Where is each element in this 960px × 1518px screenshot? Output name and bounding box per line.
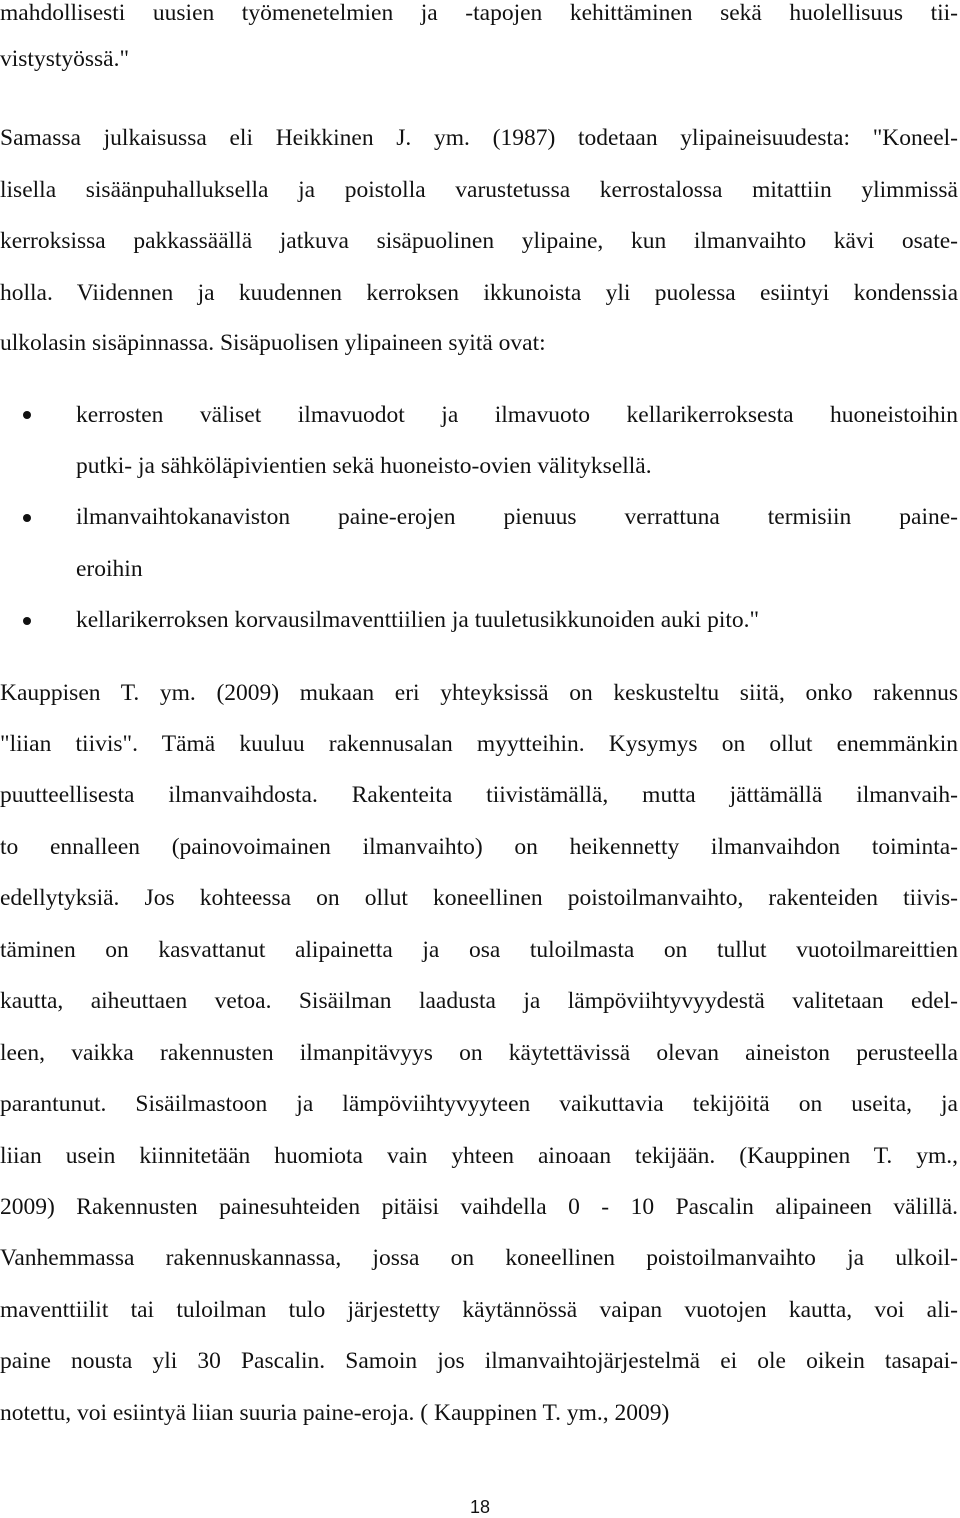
page-number: 18 — [469, 1497, 491, 1517]
text-line: kautta, aiheuttaen vetoa. Sisäilman laadusta ja lämpöviihtyvyydestä valitetaan edel- — [0, 988, 958, 1014]
text-line: paine nousta yli 30 Pascalin. Samoin jos ilmanvaihtojärjestelmä ei ole oikein tasapai- — [0, 1348, 958, 1374]
text-line: holla. Viidennen ja kuudennen kerroksen ikkunoista yli puolessa esiintyi kondenssia — [0, 280, 958, 306]
bullet-icon — [23, 617, 31, 625]
text-line: mahdollisesti uusien työmenetelmien ja -tapojen kehittäminen sekä huolellisuus tii- — [0, 0, 958, 26]
list-item-text: kerrosten väliset ilmavuodot ja ilmavuoto kellarikerroksesta huoneistoihin — [76, 402, 958, 428]
list-item-text: kellarikerroksen korvausilmaventtiilien ja tuuletusikkunoiden auki pito." — [76, 607, 760, 633]
text-line: Vanhemmassa rakennuskannassa, jossa on koneellinen poistoilmanvaihto ja ulkoil- — [0, 1245, 958, 1271]
text-line: to ennalleen (painovoimainen ilmanvaihto) on heikennetty ilmanvaihdon toiminta- — [0, 834, 958, 860]
text-line: leen, vaikka rakennusten ilmanpitävyys on käytettävissä olevan aineiston perusteella — [0, 1040, 958, 1066]
bullet-icon — [23, 411, 31, 419]
list-item-text: putki- ja sähköläpivientien sekä huoneisto-ovien välityksellä. — [76, 453, 652, 479]
text-line: liian usein kiinnitetään huomiota vain yhteen ainoaan tekijään. (Kauppinen T. ym., — [0, 1143, 958, 1169]
text-line: edellytyksiä. Jos kohteessa on ollut koneellinen poistoilmanvaihto, rakenteiden tiivis- — [0, 885, 958, 911]
text-line: parantunut. Sisäilmastoon ja lämpöviihtyvyyteen vaikuttavia tekijöitä on useita, ja — [0, 1091, 958, 1117]
text-line: täminen on kasvattanut alipainetta ja osa tuloilmasta on tullut vuotoilmareittien — [0, 937, 958, 963]
text-line: ulkolasin sisäpinnassa. Sisäpuolisen ylipaineen syitä ovat: — [0, 330, 546, 356]
text-line: puutteellisesta ilmanvaihdosta. Rakenteita tiivistämällä, mutta jättämällä ilmanvaih- — [0, 782, 958, 808]
list-item-text: eroihin — [76, 556, 143, 582]
text-line: 2009) Rakennusten painesuhteiden pitäisi vaihdella 0 - 10 Pascalin alipaineen välillä. — [0, 1194, 958, 1220]
text-line: notettu, voi esiintyä liian suuria paine-eroja. ( Kauppinen T. ym., 2009) — [0, 1400, 670, 1426]
text-line: kerroksissa pakkassäällä jatkuva sisäpuolinen ylipaine, kun ilmanvaihto kävi osate- — [0, 228, 958, 254]
text-line: vistystyössä." — [0, 46, 130, 72]
bullet-icon — [23, 514, 31, 522]
text-line: lisella sisäänpuhalluksella ja poistolla varustetussa kerrostalossa mitattiin ylimmissä — [0, 177, 958, 203]
list-item-text: ilmanvaihtokanaviston paine-erojen pienuus verrattuna termisiin paine- — [76, 504, 958, 530]
text-line: maventtiilit tai tuloilman tulo järjestetty käytännössä vaipan vuotojen kautta, voi ali- — [0, 1297, 958, 1323]
text-line: "liian tiivis". Tämä kuuluu rakennusalan myytteihin. Kysymys on ollut enemmänkin — [0, 731, 958, 757]
text-line: Samassa julkaisussa eli Heikkinen J. ym. (1987) todetaan ylipaineisuudesta: "Koneel- — [0, 125, 958, 151]
text-line: Kauppisen T. ym. (2009) mukaan eri yhteyksissä on keskusteltu siitä, onko rakennus — [0, 680, 958, 706]
